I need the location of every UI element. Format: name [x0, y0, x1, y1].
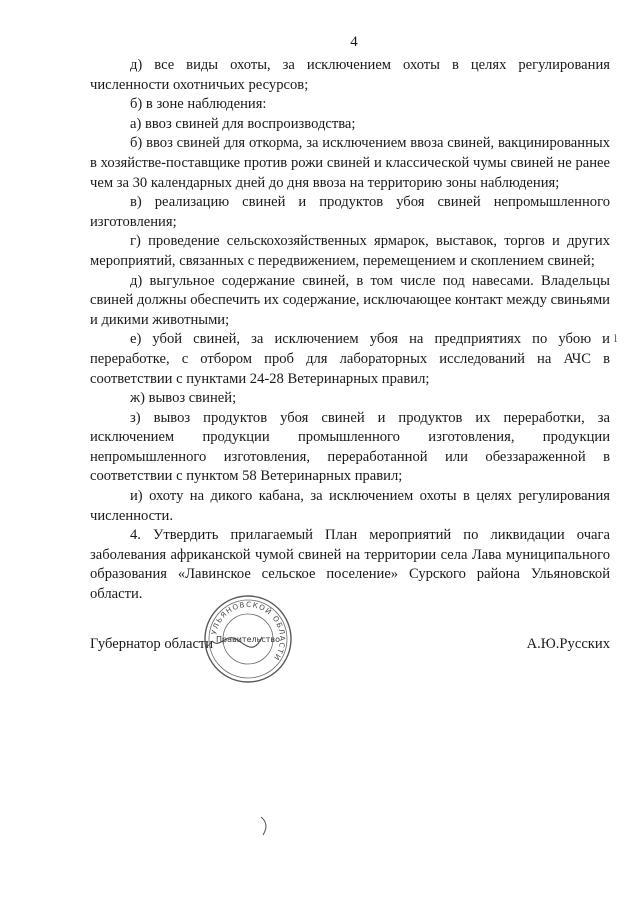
paragraph: б) ввоз свиней для откорма, за исключением ввоза свиней, вакцинированных в хозяйстве-поставщике против рожи свиней и классической чумы свиней не ранее чем за 30 календарных дней до дня ввоза на территорию зоны наблюдения; [90, 135, 610, 191]
signatory-title: Губернатор области [90, 636, 214, 652]
paragraph: 4. Утвердить прилагаемый План мероприятий по ликвидации очага заболевания африканской чумой свиней на территории села Лава муниципального образования «Лавинское сельское поселение» Сурского района Ульяновской области. [90, 527, 610, 603]
margin-mark: ⅼ [614, 334, 618, 345]
paragraph: б) в зоне наблюдения: [130, 96, 267, 113]
svg-text:УЛЬЯНОВСКОЙ ОБЛАСТИ [209, 600, 287, 663]
official-seal-stamp [202, 593, 294, 685]
paragraph: е) убой свиней, за исключением убоя на предприятиях по убою и переработке, с отбором проб для лабораторных исследований на АЧС в соответствии с пунктами 24-28 Ветеринарных правил; [90, 331, 610, 387]
paragraph: в) реализацию свиней и продуктов убоя свиней непромышленного изготовления; [90, 194, 610, 230]
page-number: 4 [350, 34, 358, 50]
paragraph: д) выгульное содержание свиней, в том числе под навесами. Владельцы свиней должны обеспечить их содержание, исключающее контакт между свиньями и дикими животными; [90, 272, 610, 328]
paragraph: д) все виды охоты, за исключением охоты в целях регулирования численности охотничьих ресурсов; [90, 57, 610, 93]
paragraph: г) проведение сельскохозяйственных ярмарок, выставок, торгов и других мероприятий, связанных с передвижением, перемещением и скоплением свиней; [90, 233, 610, 269]
seal-center-text: Правительство [216, 635, 280, 644]
seal-ring-text: УЛЬЯНОВСКОЙ ОБЛАСТИ [209, 599, 288, 663]
signatory-name: А.Ю.Русских [526, 636, 610, 652]
pen-mark [258, 815, 272, 837]
paragraph: а) ввоз свиней для воспроизводства; [130, 115, 356, 132]
document-body [90, 56, 610, 605]
paragraph: з) вывоз продуктов убоя свиней и продуктов их переработки, за исключением продукции промышленного изготовления, продукции непромышленного изготовления, переработанной или обеззараженной в соответствии с пунктом 58 Ветеринарных правил; [90, 409, 610, 485]
paragraph: ж) вывоз свиней; [130, 390, 237, 407]
paragraph: и) охоту на дикого кабана, за исключением охоты в целях регулирования численности. [90, 488, 610, 524]
